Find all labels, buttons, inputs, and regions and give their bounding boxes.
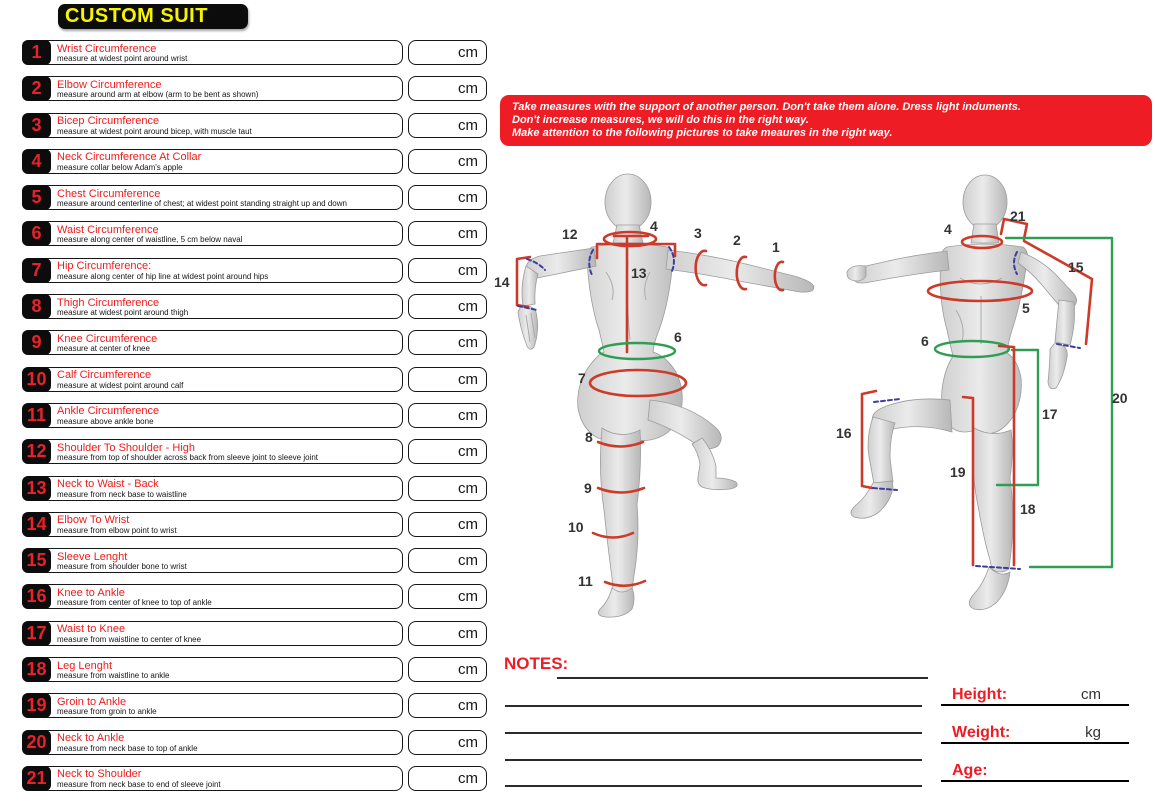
measurement-number: 10 xyxy=(26,368,47,389)
measurement-value-field[interactable] xyxy=(408,657,487,682)
measurement-description: measure along center of waistline, 5 cm below naval xyxy=(57,235,243,245)
measurement-description: measure at widest point around wrist xyxy=(57,54,188,63)
annotation-number: 15 xyxy=(1068,259,1084,275)
measurement-value-field[interactable] xyxy=(408,439,487,464)
measurement-description: measure from shoulder bone to wrist xyxy=(57,562,187,572)
measurement-row xyxy=(22,403,487,428)
measurement-label-box xyxy=(28,330,403,355)
measurement-description: measure from waistline to ankle xyxy=(57,671,170,681)
measurement-number: 17 xyxy=(26,622,47,643)
vital-label: Age: xyxy=(952,762,988,779)
measurement-title: Knee Circumference xyxy=(57,332,158,345)
measurement-label-box xyxy=(28,439,403,464)
measurement-number: 2 xyxy=(31,78,42,99)
measurement-number-badge xyxy=(22,766,51,791)
unit-label: cm xyxy=(458,769,478,787)
measurement-diagram xyxy=(488,152,1155,664)
measurement-label-box xyxy=(28,113,403,138)
measurement-label-box xyxy=(28,548,403,573)
unit-label: cm xyxy=(458,697,478,715)
measurement-number-badge xyxy=(22,221,51,246)
unit-label: cm xyxy=(458,624,478,642)
notes-line[interactable] xyxy=(505,705,922,707)
measurement-number: 5 xyxy=(31,187,42,208)
measurement-value-field[interactable] xyxy=(408,76,487,101)
unit-label: cm xyxy=(458,733,478,751)
measurement-value-field[interactable] xyxy=(408,766,487,791)
measurement-number-badge xyxy=(22,367,51,392)
measurement-title: Knee to Ankle xyxy=(57,586,125,599)
measurement-number-badge xyxy=(22,476,51,501)
measurement-label-box xyxy=(28,294,403,319)
annotation-number: 7 xyxy=(578,370,586,386)
measurement-description: measure above ankle bone xyxy=(57,416,154,426)
measurement-description: measure at widest point around thigh xyxy=(57,308,189,318)
annotation-number: 2 xyxy=(733,232,741,248)
annotation-number: 10 xyxy=(568,519,584,535)
measurement-description: measure around arm at elbow (arm to be bent as shown) xyxy=(57,90,259,100)
measurement-row xyxy=(22,548,487,573)
measurement-description: measure from groin to ankle xyxy=(57,707,157,717)
measurement-number-badge xyxy=(22,439,51,464)
unit-label: cm xyxy=(458,44,478,61)
measurement-title: Elbow To Wrist xyxy=(57,514,130,527)
unit-label: cm xyxy=(458,261,478,279)
measurement-title: Waist Circumference xyxy=(57,223,159,236)
measurement-description: measure from elbow point to wrist xyxy=(57,525,177,535)
measurement-number: 3 xyxy=(31,114,42,135)
warning-box xyxy=(500,95,1152,146)
measurement-label-box xyxy=(28,149,403,174)
measurement-description: measure along center of hip line at widest point around hips xyxy=(57,271,269,281)
annotation-number: 13 xyxy=(631,265,647,281)
measurement-description: measure from waistline to center of knee xyxy=(57,634,202,644)
measurement-title: Bicep Circumference xyxy=(57,115,160,128)
measurement-value-field[interactable] xyxy=(408,149,487,174)
measurement-description: measure from center of knee to top of ankle xyxy=(57,598,212,608)
measurement-row xyxy=(22,657,487,682)
measurement-row xyxy=(22,40,487,65)
measurement-number: 7 xyxy=(31,259,42,280)
measurement-description: measure around centerline of chest; at widest point standing straight up and down xyxy=(57,199,347,209)
measurement-value-field[interactable] xyxy=(408,476,487,501)
measurement-number: 12 xyxy=(26,441,47,462)
measurement-label-box xyxy=(28,657,403,682)
measurement-title: Leg Lenght xyxy=(57,659,113,672)
measurement-label-box xyxy=(28,76,403,101)
annotation-number: 4 xyxy=(944,221,952,237)
measurement-value-field[interactable] xyxy=(408,621,487,646)
notes-label: NOTES: xyxy=(504,654,569,673)
annotation-number: 19 xyxy=(950,464,966,480)
measurement-title: Shoulder To Shoulder - High xyxy=(57,441,195,454)
measurement-title: Neck to Shoulder xyxy=(57,768,142,781)
warning-line-3: Make attention to the following pictures to take meaures in the right way. xyxy=(512,127,893,139)
measurement-number: 6 xyxy=(31,223,42,244)
measurement-title: Groin to Ankle xyxy=(57,695,127,708)
measurement-number-badge xyxy=(22,76,51,101)
vital-row xyxy=(941,718,1129,744)
measurement-value-field[interactable] xyxy=(408,403,487,428)
measurement-number: 15 xyxy=(26,550,47,571)
measurement-number-badge xyxy=(22,149,51,174)
annotation-number: 14 xyxy=(494,274,510,290)
measurement-title: Elbow Circumference xyxy=(57,78,162,91)
measurement-row xyxy=(22,621,487,646)
measurement-row xyxy=(22,76,487,101)
measurement-number-badge xyxy=(22,730,51,755)
measurement-number-badge xyxy=(22,512,51,537)
unit-label: cm xyxy=(458,334,478,352)
annotation-number: 9 xyxy=(584,480,592,496)
annotation-number: 5 xyxy=(1022,300,1030,316)
unit-label: cm xyxy=(458,225,478,243)
vital-row xyxy=(941,756,1129,782)
measurement-description: measure at widest point around calf xyxy=(57,380,184,390)
measurement-title: Calf Circumference xyxy=(57,369,152,382)
measurement-title: Thigh Circumference xyxy=(57,296,160,309)
measurement-value-field[interactable] xyxy=(408,258,487,283)
measurement-label-box xyxy=(28,367,403,392)
measurement-value-field[interactable] xyxy=(408,584,487,609)
unit-label: cm xyxy=(458,152,478,170)
measurement-number-badge xyxy=(22,258,51,283)
unit-label: cm xyxy=(458,370,478,388)
measurement-number-badge xyxy=(22,584,51,609)
annotation-number: 20 xyxy=(1112,390,1128,406)
unit-label: cm xyxy=(458,189,478,207)
unit-label: cm xyxy=(458,443,478,461)
vital-unit: cm xyxy=(1081,686,1101,703)
measurement-value-field[interactable] xyxy=(408,294,487,319)
measurement-number: 16 xyxy=(26,586,47,607)
measurement-row xyxy=(22,185,487,210)
measurement-row xyxy=(22,330,487,355)
measurement-number-badge xyxy=(22,113,51,138)
measurement-title: Sleeve Lenght xyxy=(57,550,128,563)
annotation-number: 3 xyxy=(694,225,702,241)
measurement-number: 14 xyxy=(26,513,47,534)
measurement-row xyxy=(22,258,487,283)
measurement-title: Waist to Knee xyxy=(57,623,126,636)
measurement-title: Ankle Circumference xyxy=(57,405,160,418)
measurement-label-box xyxy=(28,185,403,210)
unit-label: cm xyxy=(458,588,478,606)
measurement-title: Neck to Ankle xyxy=(57,732,125,745)
measurement-row xyxy=(22,730,487,755)
measurement-description: measure from neck base to end of sleeve joint xyxy=(57,779,221,789)
measurement-row xyxy=(22,439,487,464)
knee-joint-mark xyxy=(874,399,900,402)
measurement-description: measure at center of knee xyxy=(57,344,150,354)
measurement-row xyxy=(22,367,487,392)
notes-line[interactable] xyxy=(505,732,922,734)
measurement-number: 18 xyxy=(26,659,47,680)
notes-line[interactable] xyxy=(557,677,928,679)
warning-line-1: Take measures with the support of another person. Don't take them alone. Dress light induments. xyxy=(512,101,1021,113)
measurement-value-field[interactable] xyxy=(408,367,487,392)
measurement-number: 20 xyxy=(26,731,47,752)
measurement-number: 11 xyxy=(26,404,47,425)
measurement-value-field[interactable] xyxy=(408,221,487,246)
measurement-number: 8 xyxy=(31,296,42,317)
form-title: CUSTOM SUIT xyxy=(65,5,208,27)
annotation-number: 17 xyxy=(1042,406,1058,422)
measurement-title: Hip Circumference: xyxy=(57,260,152,273)
measurement-list xyxy=(22,40,487,802)
measurement-row xyxy=(22,113,487,138)
vital-label: Height: xyxy=(952,686,1008,703)
measurement-value-field[interactable] xyxy=(408,693,487,718)
measurement-value-field[interactable] xyxy=(408,330,487,355)
measurement-number: 19 xyxy=(26,695,47,716)
measurement-value-field[interactable] xyxy=(408,185,487,210)
measurement-label-box xyxy=(28,258,403,283)
measurement-title: Chest Circumference xyxy=(57,187,161,200)
measurement-label-box xyxy=(28,476,403,501)
measurement-row xyxy=(22,476,487,501)
vital-row xyxy=(941,680,1129,706)
warning-line-2: Don't increase measures, we will do this in the right way. xyxy=(512,114,809,126)
vitals-section xyxy=(941,680,1129,794)
measurement-label-box xyxy=(28,693,403,718)
measurement-row xyxy=(22,693,487,718)
measurement-row xyxy=(22,294,487,319)
measurement-number-badge xyxy=(22,330,51,355)
measurement-label-box xyxy=(28,766,403,791)
unit-label: cm xyxy=(458,661,478,679)
measurement-number-badge xyxy=(22,185,51,210)
measurement-label-box xyxy=(28,621,403,646)
measurement-row xyxy=(22,766,487,791)
measurement-description: measure from top of shoulder across back from sleeve joint to sleeve joint xyxy=(57,453,319,463)
unit-label: cm xyxy=(458,298,478,316)
measurement-row xyxy=(22,149,487,174)
measurement-number-badge xyxy=(22,621,51,646)
measurement-label-box xyxy=(28,40,403,65)
measurement-number-badge xyxy=(22,548,51,573)
measurement-number: 9 xyxy=(31,332,42,353)
annotation-number: 11 xyxy=(578,573,593,589)
annotation-number: 21 xyxy=(1010,208,1026,224)
annotation-number: 8 xyxy=(585,429,593,445)
measurement-row xyxy=(22,512,487,537)
measurement-value-field[interactable] xyxy=(408,512,487,537)
measurement-number-badge xyxy=(22,657,51,682)
notes-line[interactable] xyxy=(505,785,922,787)
measurement-label-box xyxy=(28,221,403,246)
measurement-label-box xyxy=(28,584,403,609)
notes-line[interactable] xyxy=(505,759,922,761)
measurement-description: measure collar below Adam's apple xyxy=(57,162,183,172)
unit-label: cm xyxy=(458,406,478,424)
measurement-number-badge xyxy=(22,403,51,428)
measurement-title: Neck Circumference At Collar xyxy=(57,151,202,164)
annotation-number: 1 xyxy=(772,239,780,255)
form-title-bar xyxy=(58,4,248,29)
measurement-label-box xyxy=(28,403,403,428)
unit-label: cm xyxy=(458,80,478,98)
measurement-label-box xyxy=(28,730,403,755)
measurement-label-box xyxy=(28,512,403,537)
annotation-number: 4 xyxy=(650,218,658,234)
vital-unit: kg xyxy=(1085,724,1101,741)
annotation-number: 6 xyxy=(921,333,929,349)
measurement-row xyxy=(22,221,487,246)
annotation-number: 16 xyxy=(836,425,852,441)
measurement-number-badge xyxy=(22,40,51,65)
measurement-row xyxy=(22,584,487,609)
measurement-value-field[interactable] xyxy=(408,40,487,65)
unit-label: cm xyxy=(458,116,478,134)
measurement-number: 1 xyxy=(31,42,42,62)
annotation-number: 12 xyxy=(562,226,578,242)
annotation-number: 6 xyxy=(674,329,682,345)
measurement-description: measure at widest point around bicep, with muscle taut xyxy=(57,126,252,136)
measurement-number-badge xyxy=(22,294,51,319)
measurement-number: 13 xyxy=(26,477,47,498)
measurement-title: Neck to Waist - Back xyxy=(57,478,159,491)
unit-label: cm xyxy=(458,479,478,497)
measurement-value-field[interactable] xyxy=(408,730,487,755)
annotation-number: 18 xyxy=(1020,501,1036,517)
unit-label: cm xyxy=(458,515,478,533)
unit-label: cm xyxy=(458,552,478,570)
measurement-description: measure from neck base to top of ankle xyxy=(57,743,198,753)
measurement-description: measure from neck base to waistline xyxy=(57,489,187,499)
measurement-title: Wrist Circumference xyxy=(57,42,157,55)
measurement-number: 4 xyxy=(31,150,42,171)
measurement-number-badge xyxy=(22,693,51,718)
measurement-value-field[interactable] xyxy=(408,548,487,573)
vital-label: Weight: xyxy=(952,724,1011,741)
measurement-number: 21 xyxy=(26,767,47,788)
measurement-value-field[interactable] xyxy=(408,113,487,138)
